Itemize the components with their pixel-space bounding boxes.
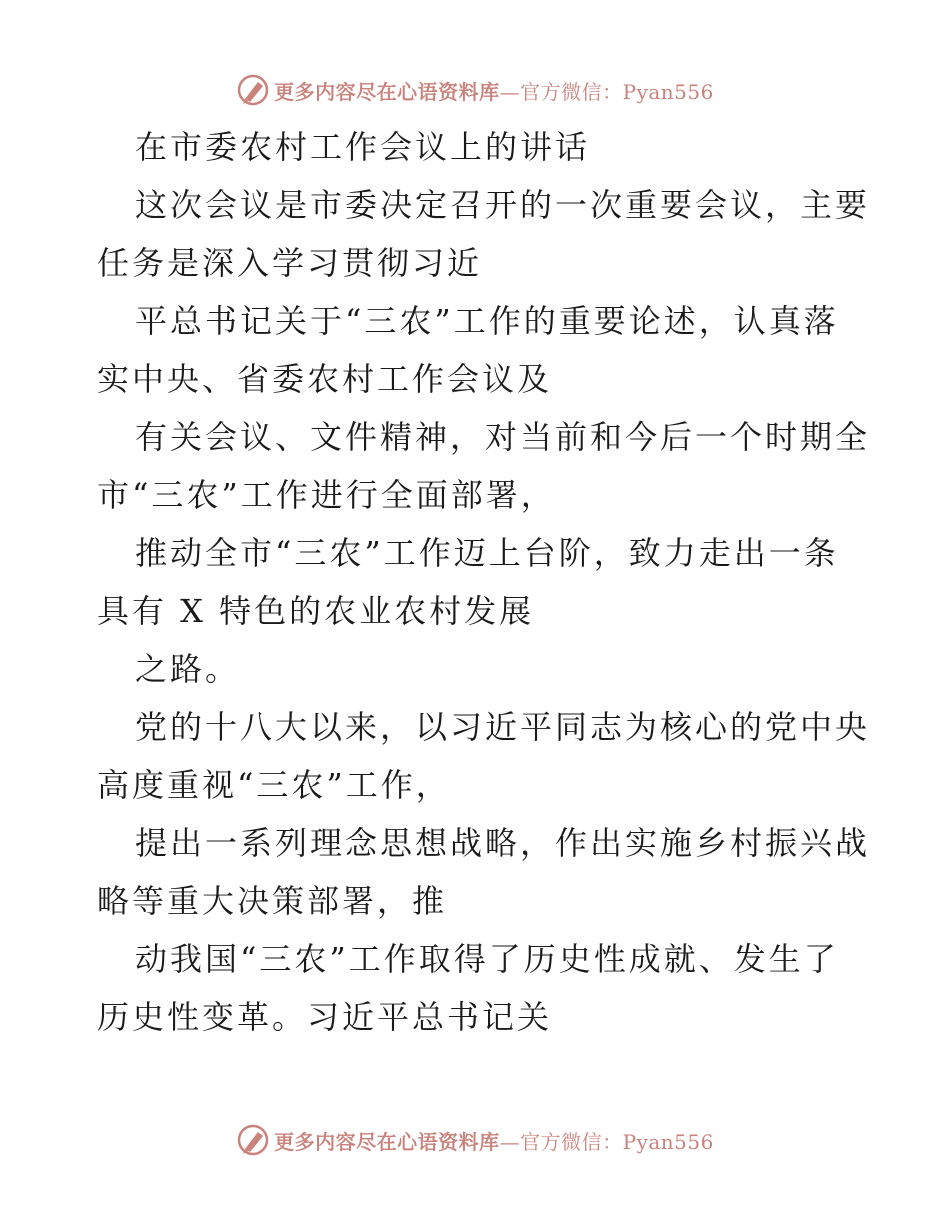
pen-logo-icon: [236, 73, 270, 107]
text-line: 之路。: [135, 650, 241, 688]
header-watermark: [0, 70, 950, 110]
pen-logo-icon: [236, 1123, 270, 1157]
text-line: 这次会议是市委决定召开的一次重要会议，主要: [135, 186, 871, 224]
text-line: 有关会议、文件精神，对当前和今后一个时期全: [135, 418, 871, 456]
text-line: 高度重视“三农”工作，: [97, 766, 451, 804]
text-line: 动我国“三农”工作取得了历史性成就、发生了: [135, 940, 839, 978]
text-line: 推动全市“三农”工作迈上台阶，致力走出一条: [135, 534, 839, 572]
text-line: 任务是深入学习贯彻习近: [97, 244, 483, 282]
text-line: 具有 X 特色的农业农村发展: [97, 592, 535, 630]
text-line: 市“三农”工作进行全面部署，: [97, 476, 556, 514]
text-line: 提出一系列理念思想战略，作出实施乡村振兴战: [135, 824, 871, 862]
footer-watermark: [0, 1120, 950, 1160]
text-line: 历史性变革。习近平总书记关: [97, 998, 553, 1036]
document-body: [97, 118, 871, 1046]
watermark-text: 更多内容尽在心语资料库—官方微信：Pyan556: [274, 79, 714, 104]
text-line: 平总书记关于“三农”工作的重要论述，认真落: [135, 302, 839, 340]
text-line: 实中央、省委农村工作会议及: [97, 360, 553, 398]
document-title: 在市委农村工作会议上的讲话: [135, 128, 591, 166]
watermark-text: 更多内容尽在心语资料库—官方微信：Pyan556: [274, 1129, 714, 1154]
text-line: 略等重大决策部署，推: [97, 882, 448, 920]
text-line: 党的十八大以来，以习近平同志为核心的党中央: [135, 708, 871, 746]
